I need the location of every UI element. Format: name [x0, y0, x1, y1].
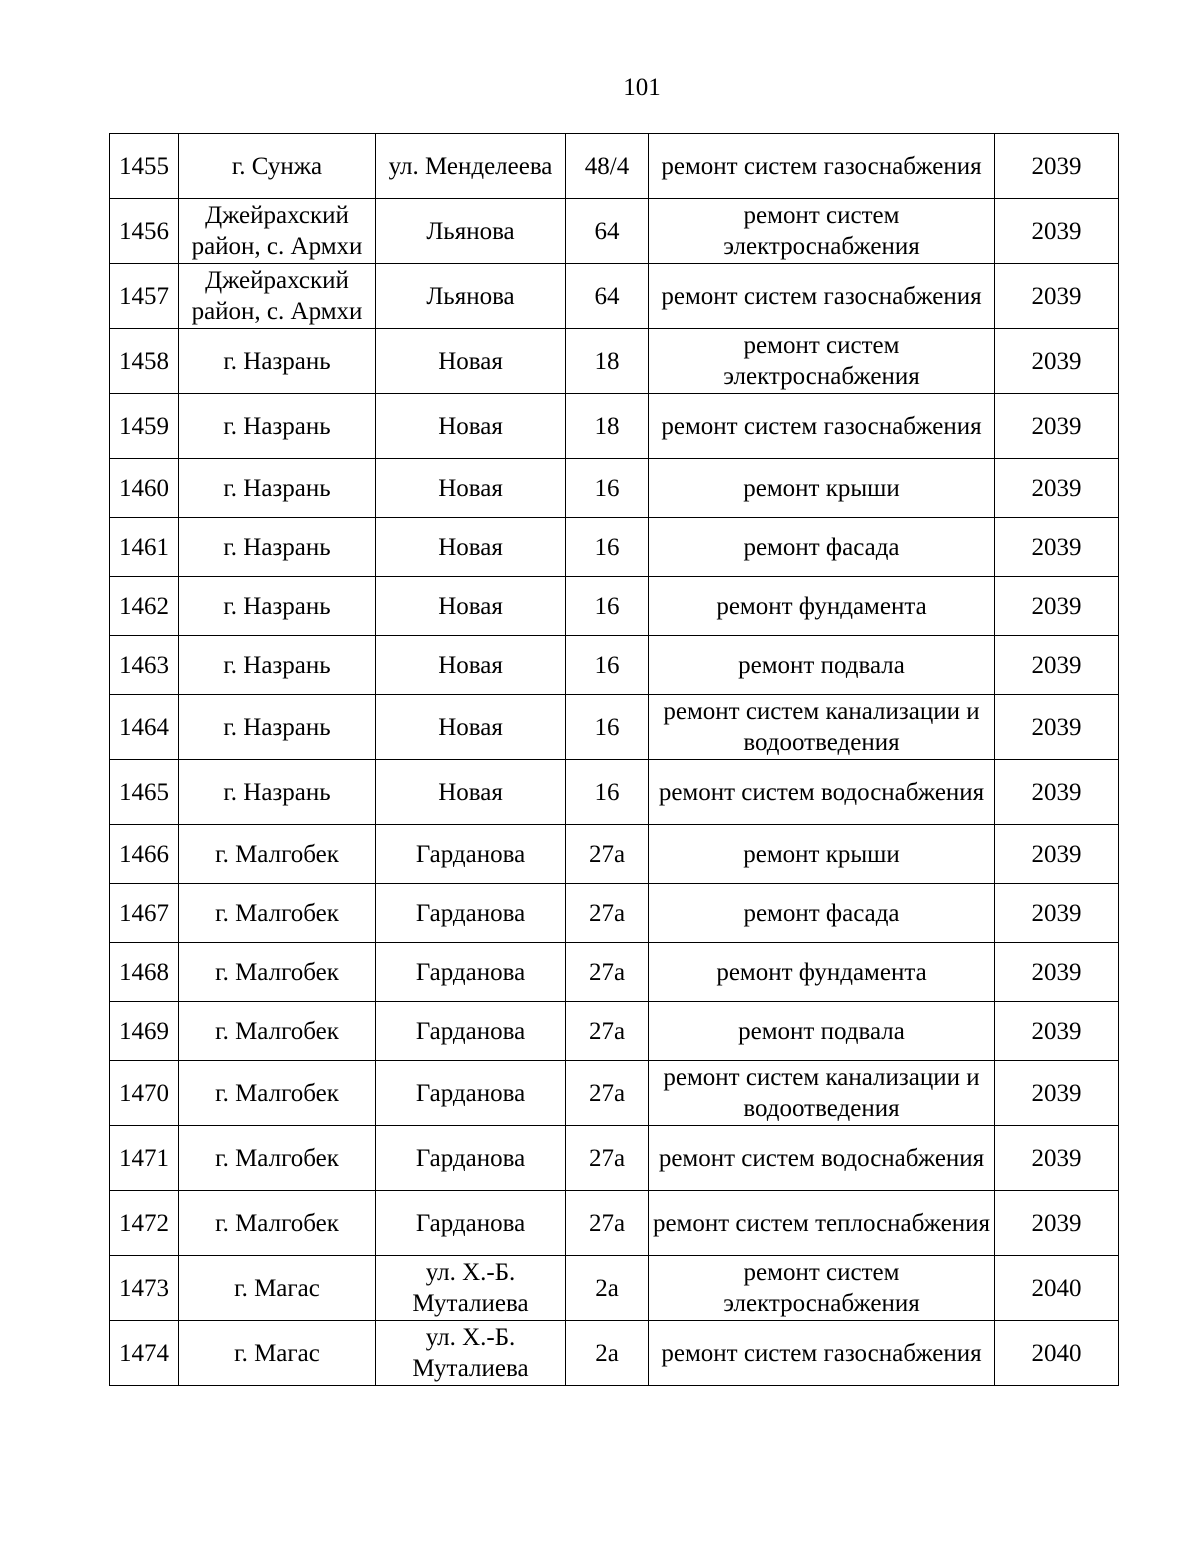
- planned-year: 2040: [995, 1321, 1119, 1386]
- settlement: г. Назрань: [179, 518, 376, 577]
- house-number: 64: [566, 199, 649, 264]
- planned-year: 2039: [995, 518, 1119, 577]
- row-number: 1470: [110, 1061, 179, 1126]
- planned-year: 2039: [995, 1126, 1119, 1191]
- work-type: ремонт систем водоснабжения: [649, 1126, 995, 1191]
- row-number: 1471: [110, 1126, 179, 1191]
- planned-year: 2039: [995, 459, 1119, 518]
- street: Новая: [376, 760, 566, 825]
- house-number: 2а: [566, 1321, 649, 1386]
- street: Новая: [376, 577, 566, 636]
- house-number: 16: [566, 577, 649, 636]
- house-number: 27а: [566, 1191, 649, 1256]
- house-number: 2а: [566, 1256, 649, 1321]
- table-row: [110, 518, 1119, 577]
- street: Льянова: [376, 199, 566, 264]
- row-number: 1456: [110, 199, 179, 264]
- settlement: Джейрахский район, с. Армхи: [179, 199, 376, 264]
- settlement: Джейрахский район, с. Армхи: [179, 264, 376, 329]
- row-number: 1465: [110, 760, 179, 825]
- work-type: ремонт систем электроснабжения: [649, 199, 995, 264]
- settlement: г. Назрань: [179, 459, 376, 518]
- house-number: 16: [566, 459, 649, 518]
- settlement: г. Малгобек: [179, 1191, 376, 1256]
- table-row: [110, 199, 1119, 264]
- house-number: 16: [566, 760, 649, 825]
- house-number: 16: [566, 636, 649, 695]
- settlement: г. Магас: [179, 1321, 376, 1386]
- street: Новая: [376, 459, 566, 518]
- table-row: [110, 884, 1119, 943]
- row-number: 1472: [110, 1191, 179, 1256]
- house-number: 48/4: [566, 134, 649, 199]
- planned-year: 2039: [995, 884, 1119, 943]
- row-number: 1461: [110, 518, 179, 577]
- street: ул. Х.-Б. Муталиева: [376, 1256, 566, 1321]
- row-number: 1455: [110, 134, 179, 199]
- table-row: [110, 1321, 1119, 1386]
- house-number: 18: [566, 394, 649, 459]
- settlement: г. Малгобек: [179, 943, 376, 1002]
- planned-year: 2039: [995, 1061, 1119, 1126]
- row-number: 1473: [110, 1256, 179, 1321]
- house-number: 64: [566, 264, 649, 329]
- work-type: ремонт систем газоснабжения: [649, 1321, 995, 1386]
- work-type: ремонт фундамента: [649, 943, 995, 1002]
- settlement: г. Назрань: [179, 394, 376, 459]
- house-number: 16: [566, 518, 649, 577]
- planned-year: 2039: [995, 943, 1119, 1002]
- planned-year: 2039: [995, 134, 1119, 199]
- work-type: ремонт систем канализации и водоотведения: [649, 695, 995, 760]
- planned-year: 2039: [995, 577, 1119, 636]
- planned-year: 2039: [995, 1191, 1119, 1256]
- street: Новая: [376, 695, 566, 760]
- planned-year: 2039: [995, 394, 1119, 459]
- work-type: ремонт систем газоснабжения: [649, 264, 995, 329]
- table-row: [110, 1126, 1119, 1191]
- street: Гарданова: [376, 825, 566, 884]
- street: Гарданова: [376, 1191, 566, 1256]
- table-row: [110, 1256, 1119, 1321]
- street: Гарданова: [376, 1061, 566, 1126]
- table-row: [110, 329, 1119, 394]
- work-type: ремонт фундамента: [649, 577, 995, 636]
- settlement: г. Назрань: [179, 577, 376, 636]
- row-number: 1474: [110, 1321, 179, 1386]
- work-type: ремонт систем водоснабжения: [649, 760, 995, 825]
- table-row: [110, 134, 1119, 199]
- settlement: г. Малгобек: [179, 1061, 376, 1126]
- settlement: г. Малгобек: [179, 1126, 376, 1191]
- work-type: ремонт систем канализации и водоотведения: [649, 1061, 995, 1126]
- street: Новая: [376, 329, 566, 394]
- settlement: г. Сунжа: [179, 134, 376, 199]
- work-type: ремонт систем газоснабжения: [649, 134, 995, 199]
- table-row: [110, 636, 1119, 695]
- work-type: ремонт фасада: [649, 518, 995, 577]
- work-type: ремонт подвала: [649, 636, 995, 695]
- work-type: ремонт систем электроснабжения: [649, 1256, 995, 1321]
- settlement: г. Назрань: [179, 760, 376, 825]
- street: Новая: [376, 518, 566, 577]
- planned-year: 2040: [995, 1256, 1119, 1321]
- house-number: 27а: [566, 1002, 649, 1061]
- row-number: 1466: [110, 825, 179, 884]
- row-number: 1463: [110, 636, 179, 695]
- table-row: [110, 760, 1119, 825]
- planned-year: 2039: [995, 329, 1119, 394]
- planned-year: 2039: [995, 636, 1119, 695]
- row-number: 1458: [110, 329, 179, 394]
- work-type: ремонт крыши: [649, 459, 995, 518]
- settlement: г. Назрань: [179, 329, 376, 394]
- street: Новая: [376, 394, 566, 459]
- table-row: [110, 459, 1119, 518]
- table-row: [110, 695, 1119, 760]
- row-number: 1459: [110, 394, 179, 459]
- settlement: г. Магас: [179, 1256, 376, 1321]
- street: Гарданова: [376, 943, 566, 1002]
- row-number: 1467: [110, 884, 179, 943]
- table-row: [110, 1191, 1119, 1256]
- table-row: [110, 577, 1119, 636]
- work-type: ремонт систем газоснабжения: [649, 394, 995, 459]
- settlement: г. Назрань: [179, 636, 376, 695]
- house-number: 27а: [566, 943, 649, 1002]
- street: ул. Менделеева: [376, 134, 566, 199]
- page-number: 101: [623, 74, 661, 101]
- row-number: 1464: [110, 695, 179, 760]
- table-row: [110, 825, 1119, 884]
- row-number: 1469: [110, 1002, 179, 1061]
- house-number: 18: [566, 329, 649, 394]
- repair-schedule-table: [109, 133, 1119, 1386]
- work-type: ремонт крыши: [649, 825, 995, 884]
- work-type: ремонт систем электроснабжения: [649, 329, 995, 394]
- table-row: [110, 264, 1119, 329]
- house-number: 27а: [566, 1061, 649, 1126]
- house-number: 27а: [566, 884, 649, 943]
- planned-year: 2039: [995, 264, 1119, 329]
- planned-year: 2039: [995, 1002, 1119, 1061]
- table-row: [110, 943, 1119, 1002]
- planned-year: 2039: [995, 825, 1119, 884]
- work-type: ремонт систем теплоснабжения: [649, 1191, 995, 1256]
- planned-year: 2039: [995, 760, 1119, 825]
- street: Гарданова: [376, 1002, 566, 1061]
- settlement: г. Малгобек: [179, 1002, 376, 1061]
- planned-year: 2039: [995, 695, 1119, 760]
- street: Гарданова: [376, 1126, 566, 1191]
- street: Гарданова: [376, 884, 566, 943]
- settlement: г. Малгобек: [179, 884, 376, 943]
- row-number: 1468: [110, 943, 179, 1002]
- table-row: [110, 1061, 1119, 1126]
- table-row: [110, 1002, 1119, 1061]
- street: Новая: [376, 636, 566, 695]
- house-number: 27а: [566, 825, 649, 884]
- work-type: ремонт фасада: [649, 884, 995, 943]
- house-number: 27а: [566, 1126, 649, 1191]
- planned-year: 2039: [995, 199, 1119, 264]
- row-number: 1460: [110, 459, 179, 518]
- settlement: г. Малгобек: [179, 825, 376, 884]
- row-number: 1462: [110, 577, 179, 636]
- work-type: ремонт подвала: [649, 1002, 995, 1061]
- row-number: 1457: [110, 264, 179, 329]
- settlement: г. Назрань: [179, 695, 376, 760]
- house-number: 16: [566, 695, 649, 760]
- table-row: [110, 394, 1119, 459]
- street: ул. Х.-Б. Муталиева: [376, 1321, 566, 1386]
- street: Льянова: [376, 264, 566, 329]
